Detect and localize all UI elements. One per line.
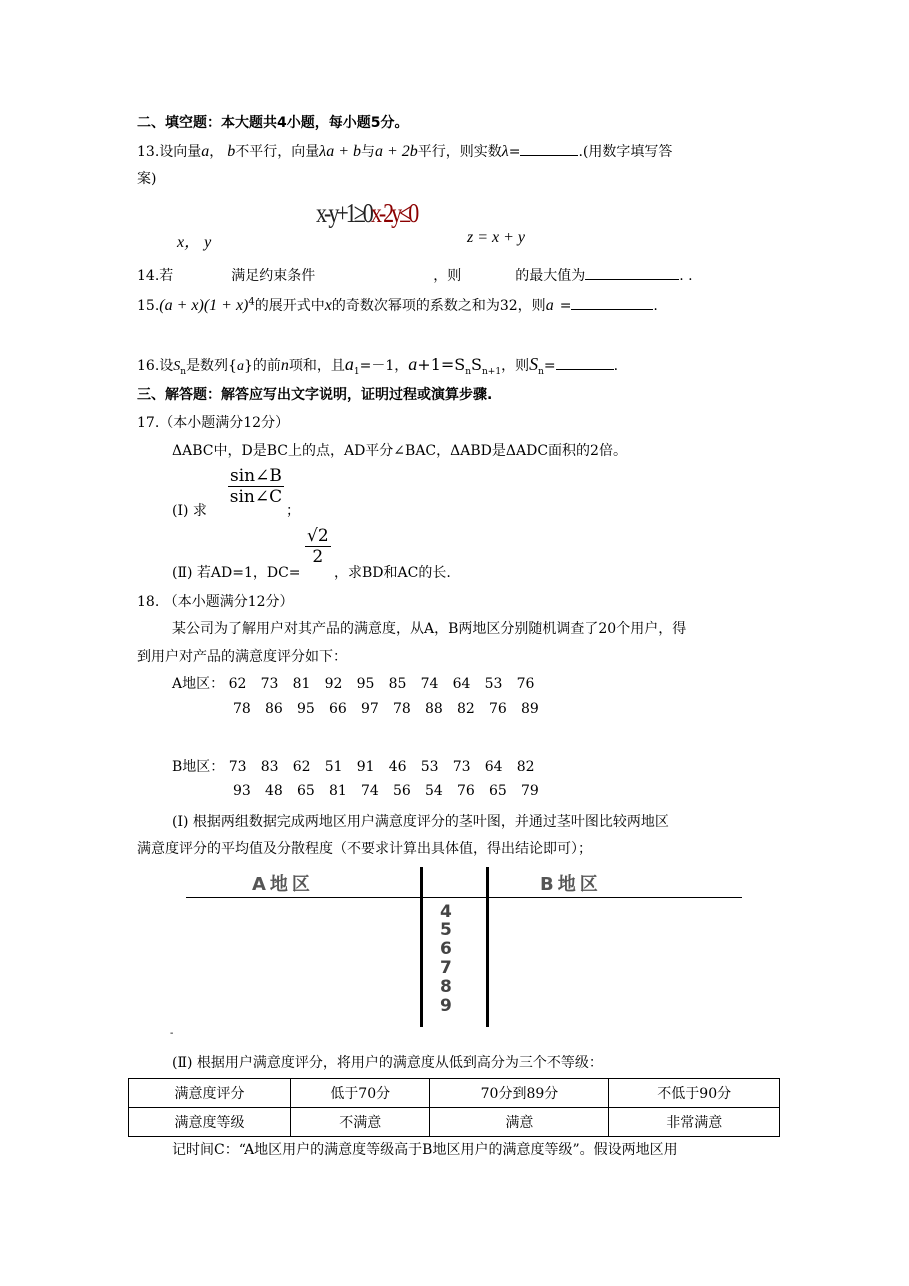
q13-text: 13.设向量 [137, 144, 202, 160]
q15-text: 的展开式中 [254, 298, 325, 314]
score: 65 [489, 783, 507, 799]
q14-text: ，则 [433, 268, 462, 284]
q13-text: 与 [361, 144, 375, 160]
expr-lambda-a-plus-b: λa + b [319, 143, 361, 160]
region-A-label: A地区： [172, 676, 225, 692]
q16-sub: 1 [353, 366, 360, 377]
question-15-line: $15.(a + x)(1 + x)^4$的展开式中x的奇数次幂项的系数之和为32，则a = . [137, 296, 658, 314]
question-18-part1-line1: (Ⅰ) 根据两组数据完成两地区用户满意度评分的茎叶图，并通过茎叶图比较两地区 [172, 814, 669, 830]
score: 82 [516, 759, 535, 775]
equals: = [508, 144, 521, 160]
region-B-label: B地区： [172, 759, 225, 775]
question-18-last-line: 记时间C：“A地区用户的满意度等级高于B地区用户的满意度等级”。假设两地区用 [172, 1142, 678, 1158]
q16-S: S [173, 359, 181, 374]
region-A-row2 [233, 701, 553, 717]
region-A-row1 [172, 673, 549, 693]
expr-a-plus-2b: a + 2b [375, 143, 418, 160]
score: 74 [420, 676, 439, 692]
stem-leaf-header-B: B地区 [540, 874, 602, 895]
table-cell: 满意度等级 [129, 1108, 291, 1137]
q14-end: . . [679, 268, 693, 284]
q13-text: 平行，则实数 [417, 144, 502, 160]
q16-sub: n [180, 366, 187, 377]
score: 89 [521, 701, 539, 717]
q16-text: 项和，且 [288, 358, 345, 374]
q13-comma: ， [209, 144, 224, 160]
score: 91 [356, 759, 375, 775]
stem-value: 8 [440, 977, 452, 997]
score: 95 [356, 676, 375, 692]
table-cell: 不低于90分 [609, 1079, 780, 1108]
stem-leaf-left-divider [420, 867, 423, 1027]
score: 64 [484, 759, 503, 775]
region-B-row2 [233, 783, 553, 799]
score: 73 [228, 759, 247, 775]
score: 78 [393, 701, 411, 717]
answer-blank-14[interactable] [585, 265, 679, 280]
score: 62 [228, 676, 247, 692]
question-17-part2-b: ，求BD和AC的长. [334, 565, 451, 581]
answer-blank-16[interactable] [556, 355, 614, 370]
q14-variables: x， y [177, 234, 212, 251]
q14-text: 14.若 [137, 268, 174, 284]
question-16-line [137, 354, 618, 377]
table-cell: 满意度评分 [129, 1079, 291, 1108]
fraction-denominator: 2 [312, 547, 324, 567]
question-13-line2: 案) [137, 171, 157, 187]
section-heading-solutions: 三、解答题：解答应写出文字说明，证明过程或演算步骤. [137, 387, 493, 403]
table-row [129, 1108, 780, 1137]
q16-text: =－1， [359, 358, 409, 374]
score: 64 [452, 676, 471, 692]
stem-value: 4 [440, 902, 452, 922]
score: 81 [292, 676, 311, 692]
q15-end: . [653, 298, 658, 314]
score: 51 [324, 759, 343, 775]
score: 48 [265, 783, 283, 799]
question-18-intro2: 到用户对产品的满意度评分如下： [137, 649, 347, 665]
question-17-stem: ΔABC中，D是BC上的点，AD平分∠BAC，ΔABD是ΔADC面积的2倍。 [172, 443, 627, 459]
question-18-title: 18. （本小题满分12分） [137, 594, 294, 610]
table-cell: 非常满意 [609, 1108, 780, 1137]
score: 54 [425, 783, 443, 799]
answer-blank-15[interactable] [571, 295, 653, 310]
table-cell: 低于70分 [291, 1079, 430, 1108]
score: 65 [297, 783, 315, 799]
constraint-right: x-2y≤0 [370, 196, 417, 228]
q16-S-end: S [529, 354, 539, 374]
question-14-line [137, 265, 693, 285]
question-17-part1: (Ⅰ) 求 [172, 503, 207, 519]
score: 74 [361, 783, 379, 799]
question-18-part1-line2: 满意度评分的平均值及分散程度（不要求计算出具体值，得出结论即可）； [137, 841, 592, 857]
stem-leaf-header-rule [186, 897, 742, 898]
score: 93 [233, 783, 251, 799]
score: 85 [388, 676, 407, 692]
q16-text: 16.设 [137, 358, 174, 374]
fraction-denominator: sin∠C [229, 487, 283, 507]
score: 86 [265, 701, 283, 717]
score: 92 [324, 676, 343, 692]
score: 76 [516, 676, 535, 692]
score: 79 [521, 783, 539, 799]
section-heading-fill-in: 二、填空题：本大题共4小题，每小题5分。 [137, 115, 409, 131]
q15-text: 的奇数次幂项的系数之和为32，则 [331, 298, 546, 314]
table-cell: 70分到89分 [430, 1079, 609, 1108]
answer-blank-13[interactable] [520, 141, 578, 156]
q16-a1: a [344, 354, 354, 374]
score: 95 [297, 701, 315, 717]
question-13-line1 [137, 141, 672, 161]
vector-a: a [201, 143, 210, 160]
vector-b: b [227, 143, 236, 160]
q16-n: n [280, 357, 289, 374]
score: 82 [457, 701, 475, 717]
fraction-sinB-sinC [228, 466, 284, 507]
stem-leaf-header-A: A地区 [252, 874, 314, 895]
constraint-left: x-y+1≥0 [316, 196, 371, 228]
region-B-row1 [172, 756, 549, 776]
equals: = [543, 358, 556, 374]
constraint-system-image [316, 197, 434, 260]
score: 97 [361, 701, 379, 717]
question-18-part2: (Ⅱ) 根据用户满意度评分，将用户的满意度从低到高分为三个不等级： [172, 1055, 603, 1071]
table-cell: 满意 [430, 1108, 609, 1137]
satisfaction-grade-table [128, 1078, 780, 1137]
score: 83 [260, 759, 279, 775]
q16-an: a [408, 354, 418, 374]
q16-recurrence: +1=S [417, 355, 466, 374]
score: 56 [393, 783, 411, 799]
score: 73 [452, 759, 471, 775]
q13-text: .(用数字填写答 [578, 144, 673, 160]
q15-x: x [324, 297, 332, 314]
q14-objective: z = x + y [467, 229, 526, 246]
fraction-sqrt2-over-2 [305, 526, 331, 567]
question-18-intro1: 某公司为了解用户对其产品的满意度，从A，B两地区分别随机调查了20个用户，得 [172, 621, 687, 637]
stem-value: 5 [440, 920, 452, 940]
score: 78 [233, 701, 251, 717]
score: 53 [420, 759, 439, 775]
fraction-numerator: sin∠B [230, 466, 282, 486]
q16-end: . [613, 358, 619, 374]
fraction-numerator: √2 [307, 526, 329, 546]
table-row [129, 1079, 780, 1108]
q15-expression: (a + x)(1 + x) [159, 297, 249, 314]
stem-value: 9 [440, 996, 452, 1016]
q16-a: a [236, 359, 244, 374]
q14-text: 的最大值为 [515, 268, 586, 284]
q16-text: }的前 [243, 358, 281, 374]
q16-recurrence: S [471, 355, 482, 374]
q16-text: 是数列{ [186, 358, 237, 374]
q13-text: 不平行，向量 [235, 144, 320, 160]
stem-leaf-right-divider [486, 867, 489, 1027]
question-17-part2-a: (Ⅱ) 若AD=1，DC= [172, 565, 301, 581]
score: 81 [329, 783, 347, 799]
score: 62 [292, 759, 311, 775]
score: 88 [425, 701, 443, 717]
q16-sub: n+1 [482, 366, 502, 377]
table-cell: 不满意 [291, 1108, 430, 1137]
equals: = [559, 298, 572, 314]
score: 53 [484, 676, 503, 692]
question-17-title: 17.（本小题满分12分） [137, 415, 290, 431]
q16-sub: n [538, 366, 544, 377]
q14-text: 满足约束条件 [231, 268, 316, 284]
stem-value: 7 [440, 958, 452, 978]
q15-a: a [545, 297, 554, 314]
stray-dash: - [170, 1028, 174, 1039]
stem-value: 6 [440, 939, 452, 959]
score: 76 [457, 783, 475, 799]
score: 73 [260, 676, 279, 692]
lambda-symbol: λ [501, 143, 509, 160]
score: 76 [489, 701, 507, 717]
q16-sub: n [465, 366, 472, 377]
score: 66 [329, 701, 347, 717]
q16-text: ，则 [501, 358, 530, 374]
q15-power: 4 [248, 296, 255, 308]
question-17-part1-end: ； [286, 503, 300, 519]
score: 46 [388, 759, 407, 775]
